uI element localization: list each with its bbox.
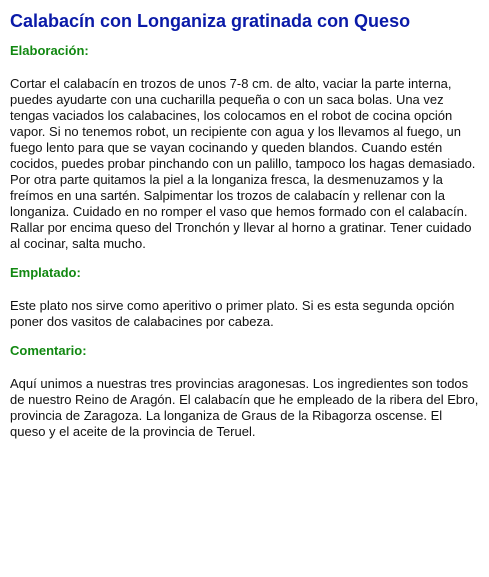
elaboracion-paragraph-1: Cortar el calabacín en trozos de unos 7-8 cm. de alto, vaciar la parte interna, puedes ayudarte con una cucharilla pequeña o con un saca bolas. Una vez tengas vaciados los calabacines, los colocamos en el robot de cocina opción vapor. Si no tenemos robot, un recipiente con agua y los llevamos al fuego, un fuego lento para que se vayan cocinando y queden blandos. Cuando estén cocidos, puedes probar pinchando con un palillo, tampoco los hagas demasiado. [10, 76, 476, 171]
emplatado-paragraph: Este plato nos sirve como aperitivo o primer plato. Si es esta segunda opción poner dos vasitos de calabacines por cabeza. [10, 298, 455, 329]
recipe-title: Calabacín con Longaniza gratinada con Queso [10, 11, 411, 31]
elaboracion-paragraph-2: Por otra parte quitamos la piel a la longaniza fresca, la desmenuzamos y la freímos en una sartén. Salpimentar los trozos de calabacín y rellenar con la longaniza. Cuidado en no romper el vaso que hemos formado con el calabacín. Rallar por encima queso del Tronchón y llevar al horno a gratinar. Tener cuidado al cocinar, salta mucho. [10, 172, 472, 251]
comentario-paragraph: Aquí unimos a nuestras tres provincias aragonesas. Los ingredientes son todos de nuestro Reino de Aragón. El calabacín que he empleado de la ribera del Ebro, provincia de Zaragoza. La longaniza de Graus de la Ribagorza oscense. El queso y el aceite de la provincia de Teruel. [10, 376, 479, 439]
section-heading-comentario: Comentario: [10, 343, 87, 358]
section-heading-emplatado: Emplatado: [10, 265, 81, 280]
section-heading-elaboracion: Elaboración: [10, 43, 89, 58]
